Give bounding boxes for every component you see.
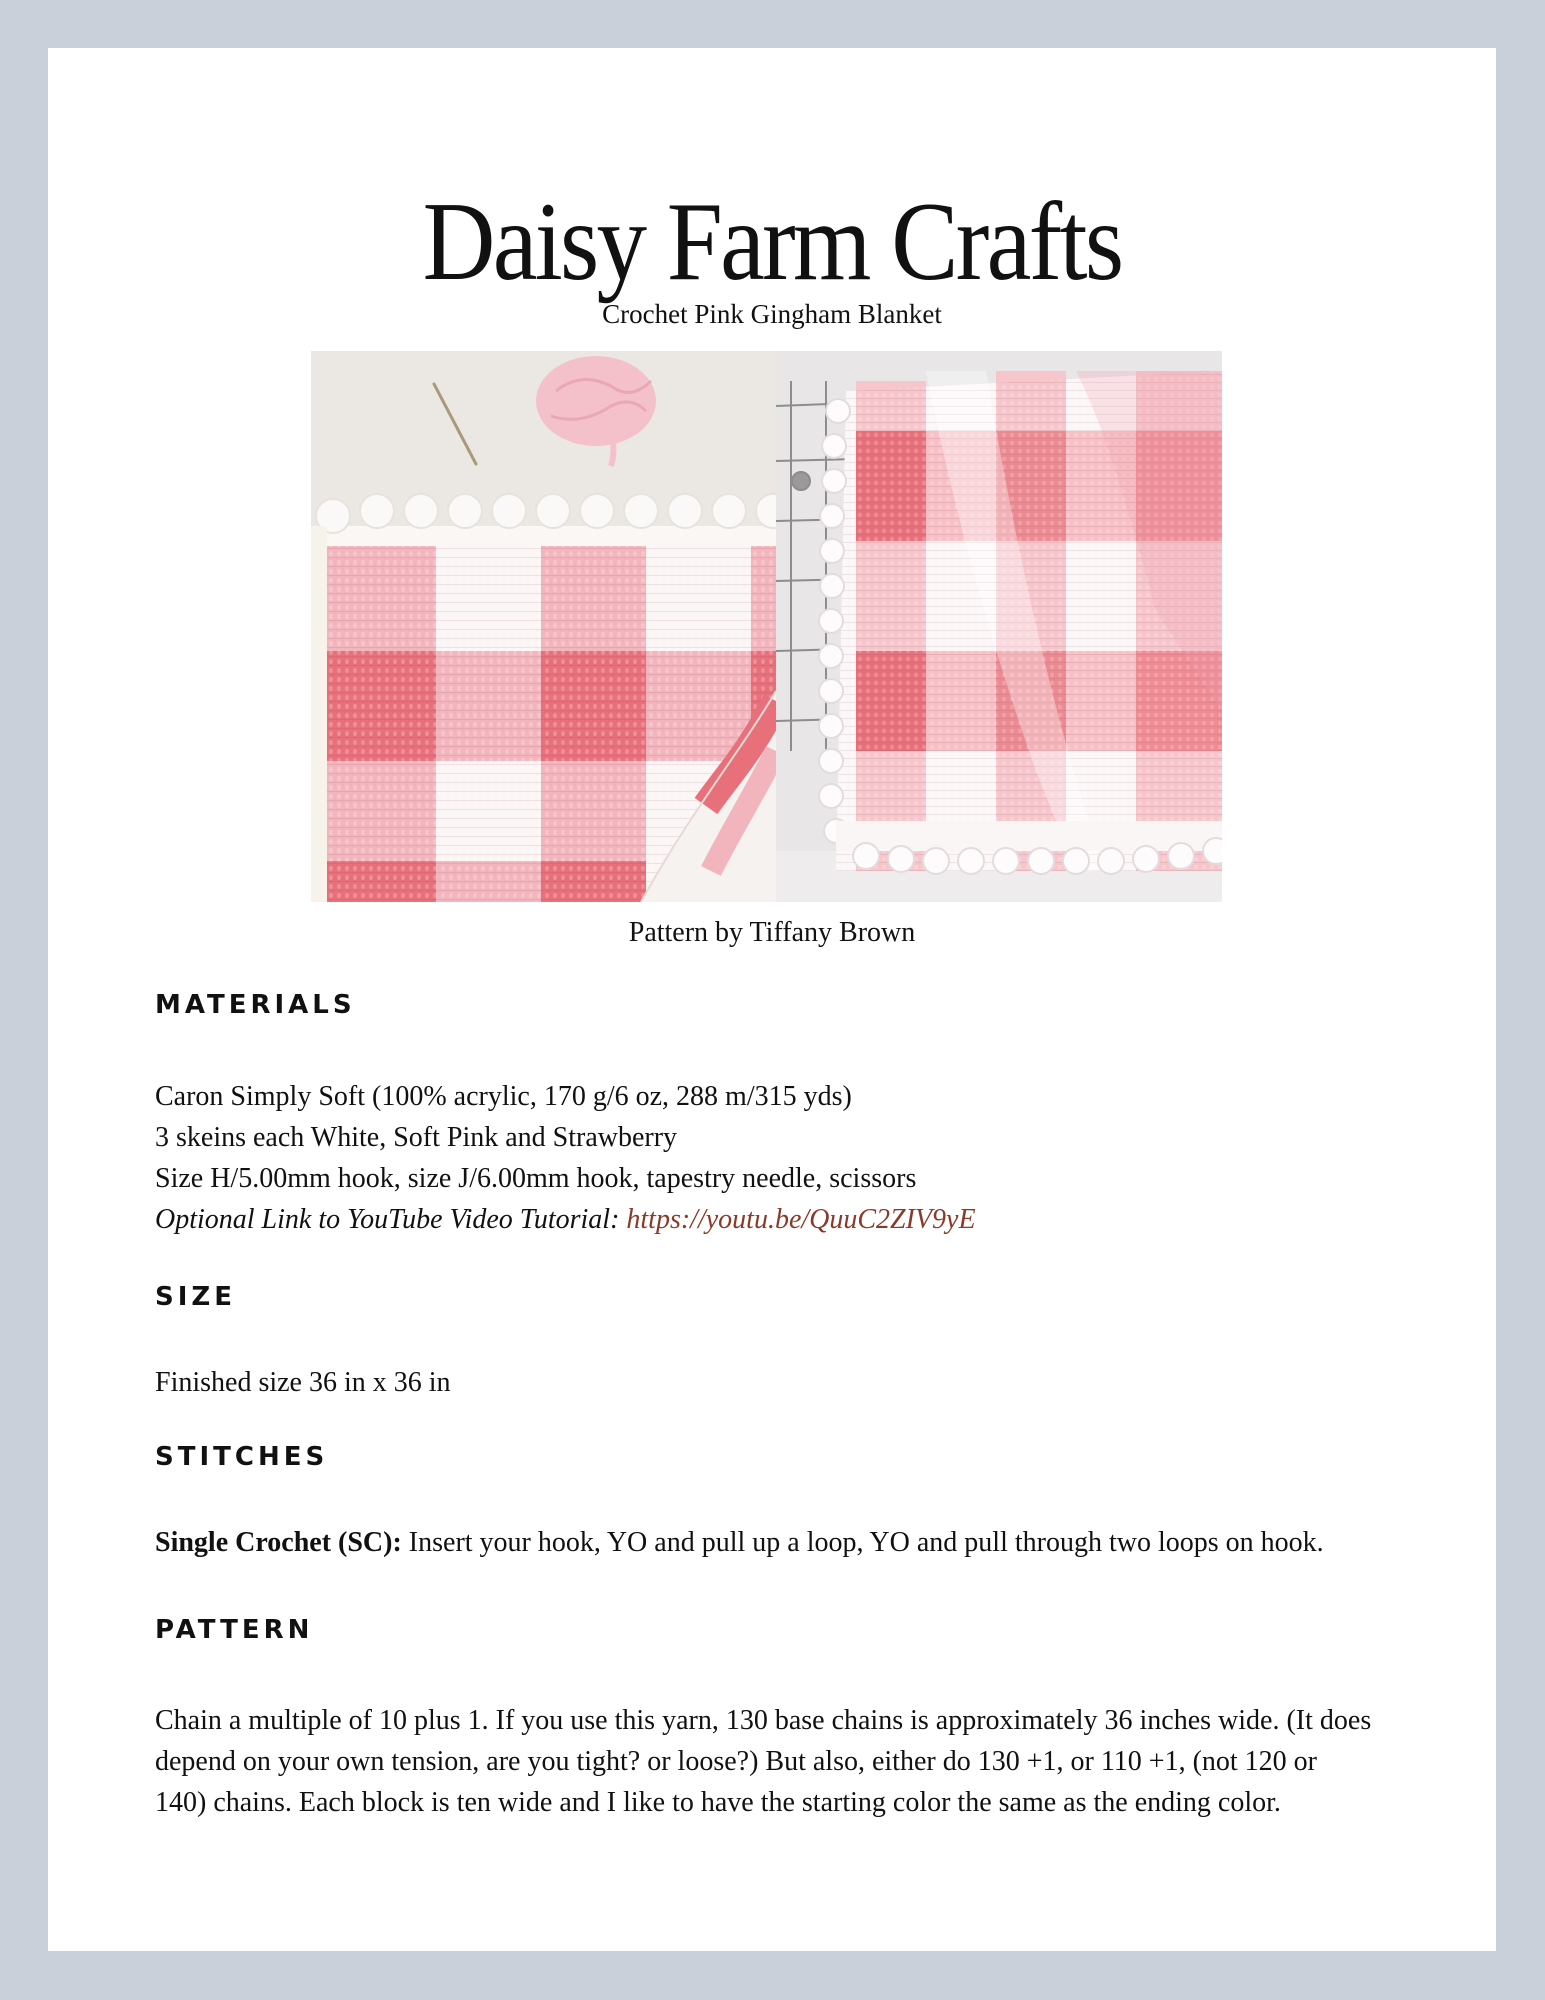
- stitch-term: Single Crochet (SC):: [155, 1527, 402, 1558]
- pattern-line: Chain a multiple of 10 plus 1. If you use this yarn, 130 base chains is approximately 36 inches wide. (It does: [155, 1705, 1372, 1736]
- draped-blanket-illustration: [776, 351, 1222, 902]
- size-text-block: [155, 1362, 1415, 1403]
- materials-line-yarn: Caron Simply Soft (100% acrylic, 170 g/6 oz, 288 m/315 yds): [155, 1081, 852, 1112]
- size-heading: SIZE: [155, 1282, 237, 1312]
- stitches-text-block: [155, 1522, 1415, 1563]
- video-label: Optional Link to YouTube Video Tutorial:: [155, 1204, 627, 1235]
- pattern-credit: Pattern by Tiffany Brown: [628, 917, 916, 948]
- photo-blanket-corner: [311, 351, 776, 902]
- materials-list: [155, 1076, 1415, 1240]
- site-title: Daisy Farm Crafts: [422, 180, 1122, 304]
- pattern-heading: PATTERN: [155, 1615, 314, 1645]
- pattern-line: depend on your own tension, are you tight? or loose?) But also, either do 130 +1, or 110 +1, (not 120 or: [155, 1746, 1317, 1777]
- materials-line-skeins: 3 skeins each White, Soft Pink and Strawberry: [155, 1122, 678, 1153]
- pattern-title: Crochet Pink Gingham Blanket: [602, 299, 942, 329]
- photo-strip: [311, 351, 1222, 902]
- stitch-definition: [155, 1522, 1415, 1563]
- materials-heading: MATERIALS: [155, 990, 356, 1020]
- document-page: [48, 48, 1496, 1951]
- materials-line-video: [155, 1199, 1415, 1240]
- pattern-instructions: [155, 1700, 1415, 1823]
- materials-line-tools: Size H/5.00mm hook, size J/6.00mm hook, tapestry needle, scissors: [155, 1163, 917, 1194]
- stitches-heading: STITCHES: [155, 1442, 329, 1472]
- youtube-tutorial-link[interactable]: https://youtu.be/QuuC2ZIV9yE: [626, 1204, 976, 1235]
- photo-blanket-draped: [776, 351, 1222, 902]
- blanket-corner-illustration: [311, 351, 776, 902]
- stitch-description: Insert your hook, YO and pull up a loop, YO and pull through two loops on hook.: [401, 1527, 1324, 1558]
- pattern-line: 140) chains. Each block is ten wide and I like to have the starting color the same as the ending color.: [155, 1787, 1281, 1818]
- size-text: Finished size 36 in x 36 in: [155, 1367, 451, 1398]
